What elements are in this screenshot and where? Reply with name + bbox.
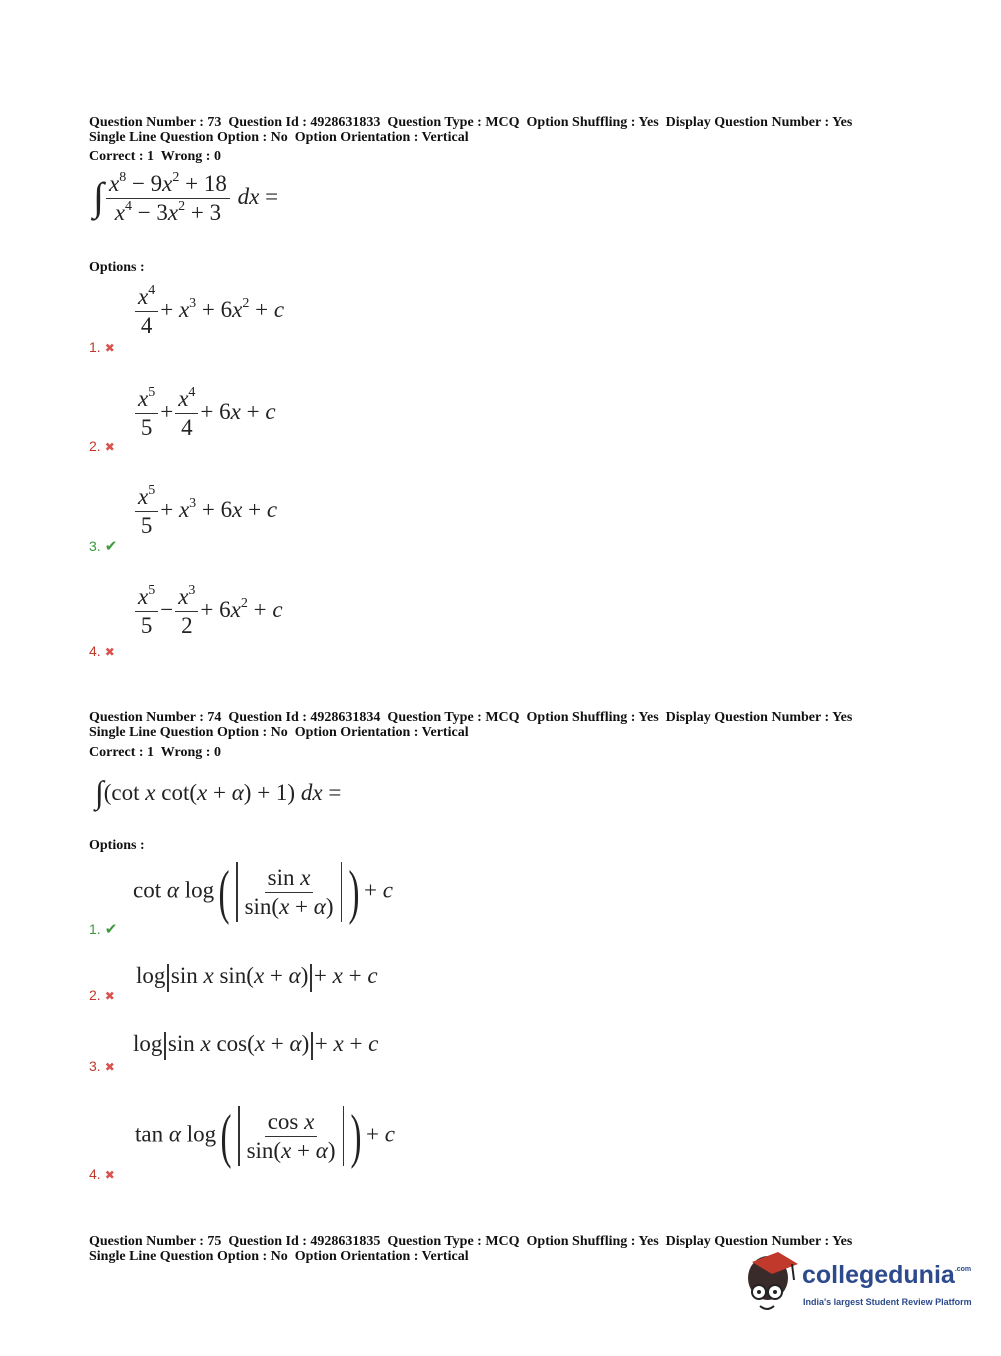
q73-option-4-math[interactable]: $\frac{x^5}{5}$ − $\frac{x^3}{2}$ + $6x^2 + c$ xyxy=(133,585,283,638)
brand-name: collegedunia$^{.com}$ xyxy=(802,1261,972,1289)
q74-option-3-number: 3. ✖ xyxy=(89,1058,115,1074)
q74-option-1-number: 1. ✔ xyxy=(89,921,118,938)
q75-meta-line2: Single Line Question Option : No Option Orientation : Vertical xyxy=(89,1249,469,1264)
check-icon: ✔ xyxy=(104,538,118,555)
q73-option-4-number: 4. ✖ xyxy=(89,643,115,659)
q74-options-label: Options : xyxy=(89,838,145,853)
q74-score: Correct : 1 Wrong : 0 xyxy=(89,745,221,760)
q73-option-2-number: 2. ✖ xyxy=(89,438,115,454)
q74-option-4-math[interactable]: tan α log( $\frac{\text{cos x}}{\sin(x + \alpha)}$ ) + c xyxy=(135,1103,395,1169)
q73-options-label: Options : xyxy=(89,260,145,275)
q74-question-math: ∫(cot x cot(x + α) + 1) dx = xyxy=(95,774,342,810)
q73-meta-line2: Single Line Question Option : No Option Orientation : Vertical xyxy=(89,130,469,145)
q73-option-3-number: 3. ✔ xyxy=(89,538,118,555)
q75-meta-line1: Question Number : 75 Question Id : 4928631835 Question Type : MCQ Option Shuffling : Yes Display Question Number : Yes xyxy=(89,1234,853,1249)
collegedunia-logo xyxy=(742,1248,972,1320)
q73-meta-line1: Question Number : 73 Question Id : 4928631833 Question Type : MCQ Option Shuffling : Yes Display Question Number : Yes xyxy=(89,115,853,130)
q74-option-4-number: 4. ✖ xyxy=(89,1166,115,1182)
q74-option-2-number: 2. ✖ xyxy=(89,987,115,1003)
q73-option-1-number: 1. ✖ xyxy=(89,339,115,355)
cross-icon: ✖ xyxy=(104,341,115,355)
cross-icon: ✖ xyxy=(104,989,115,1003)
cross-icon: ✖ xyxy=(104,440,115,454)
q74-option-2-math[interactable]: log sin x sin(x + α) + x + c xyxy=(136,963,378,992)
q74-option-3-math[interactable]: log sin x cos(x + α) + x + c xyxy=(133,1031,378,1060)
check-icon: ✔ xyxy=(104,921,118,938)
cross-icon: ✖ xyxy=(104,645,115,659)
q73-option-2-math[interactable]: $\frac{x^5}{5}$ + $\frac{x^4}{4}$ + 6x + c xyxy=(133,387,276,440)
q73-score: Correct : 1 Wrong : 0 xyxy=(89,149,221,164)
q74-meta-line1: Question Number : 74 Question Id : 4928631834 Question Type : MCQ Option Shuffling : Yes Display Question Number : Yes xyxy=(89,710,853,725)
q73-option-3-math[interactable]: $\frac{x^5}{5}$ + $x^3 + 6x + c$ xyxy=(133,485,277,538)
q73-option-1-math[interactable]: $\frac{x^4}{4}$ + $x^3 + 6x^2 + c$ xyxy=(133,285,284,338)
q73-question-math: ∫ $\frac{x^8 - 9x^2 + 18}{x^4 - 3x^2 + 3}$ dx = xyxy=(93,170,279,225)
brand-tagline: India's largest Student Review Platform xyxy=(803,1297,972,1307)
student-mascot-icon xyxy=(742,1248,800,1320)
q74-option-1-math[interactable]: cot α log( $\frac{\text{sin x}}{\sin(x + \alpha)}$ ) + c xyxy=(133,859,393,925)
q74-meta-line2: Single Line Question Option : No Option Orientation : Vertical xyxy=(89,725,469,740)
cross-icon: ✖ xyxy=(104,1168,115,1182)
cross-icon: ✖ xyxy=(104,1060,115,1074)
